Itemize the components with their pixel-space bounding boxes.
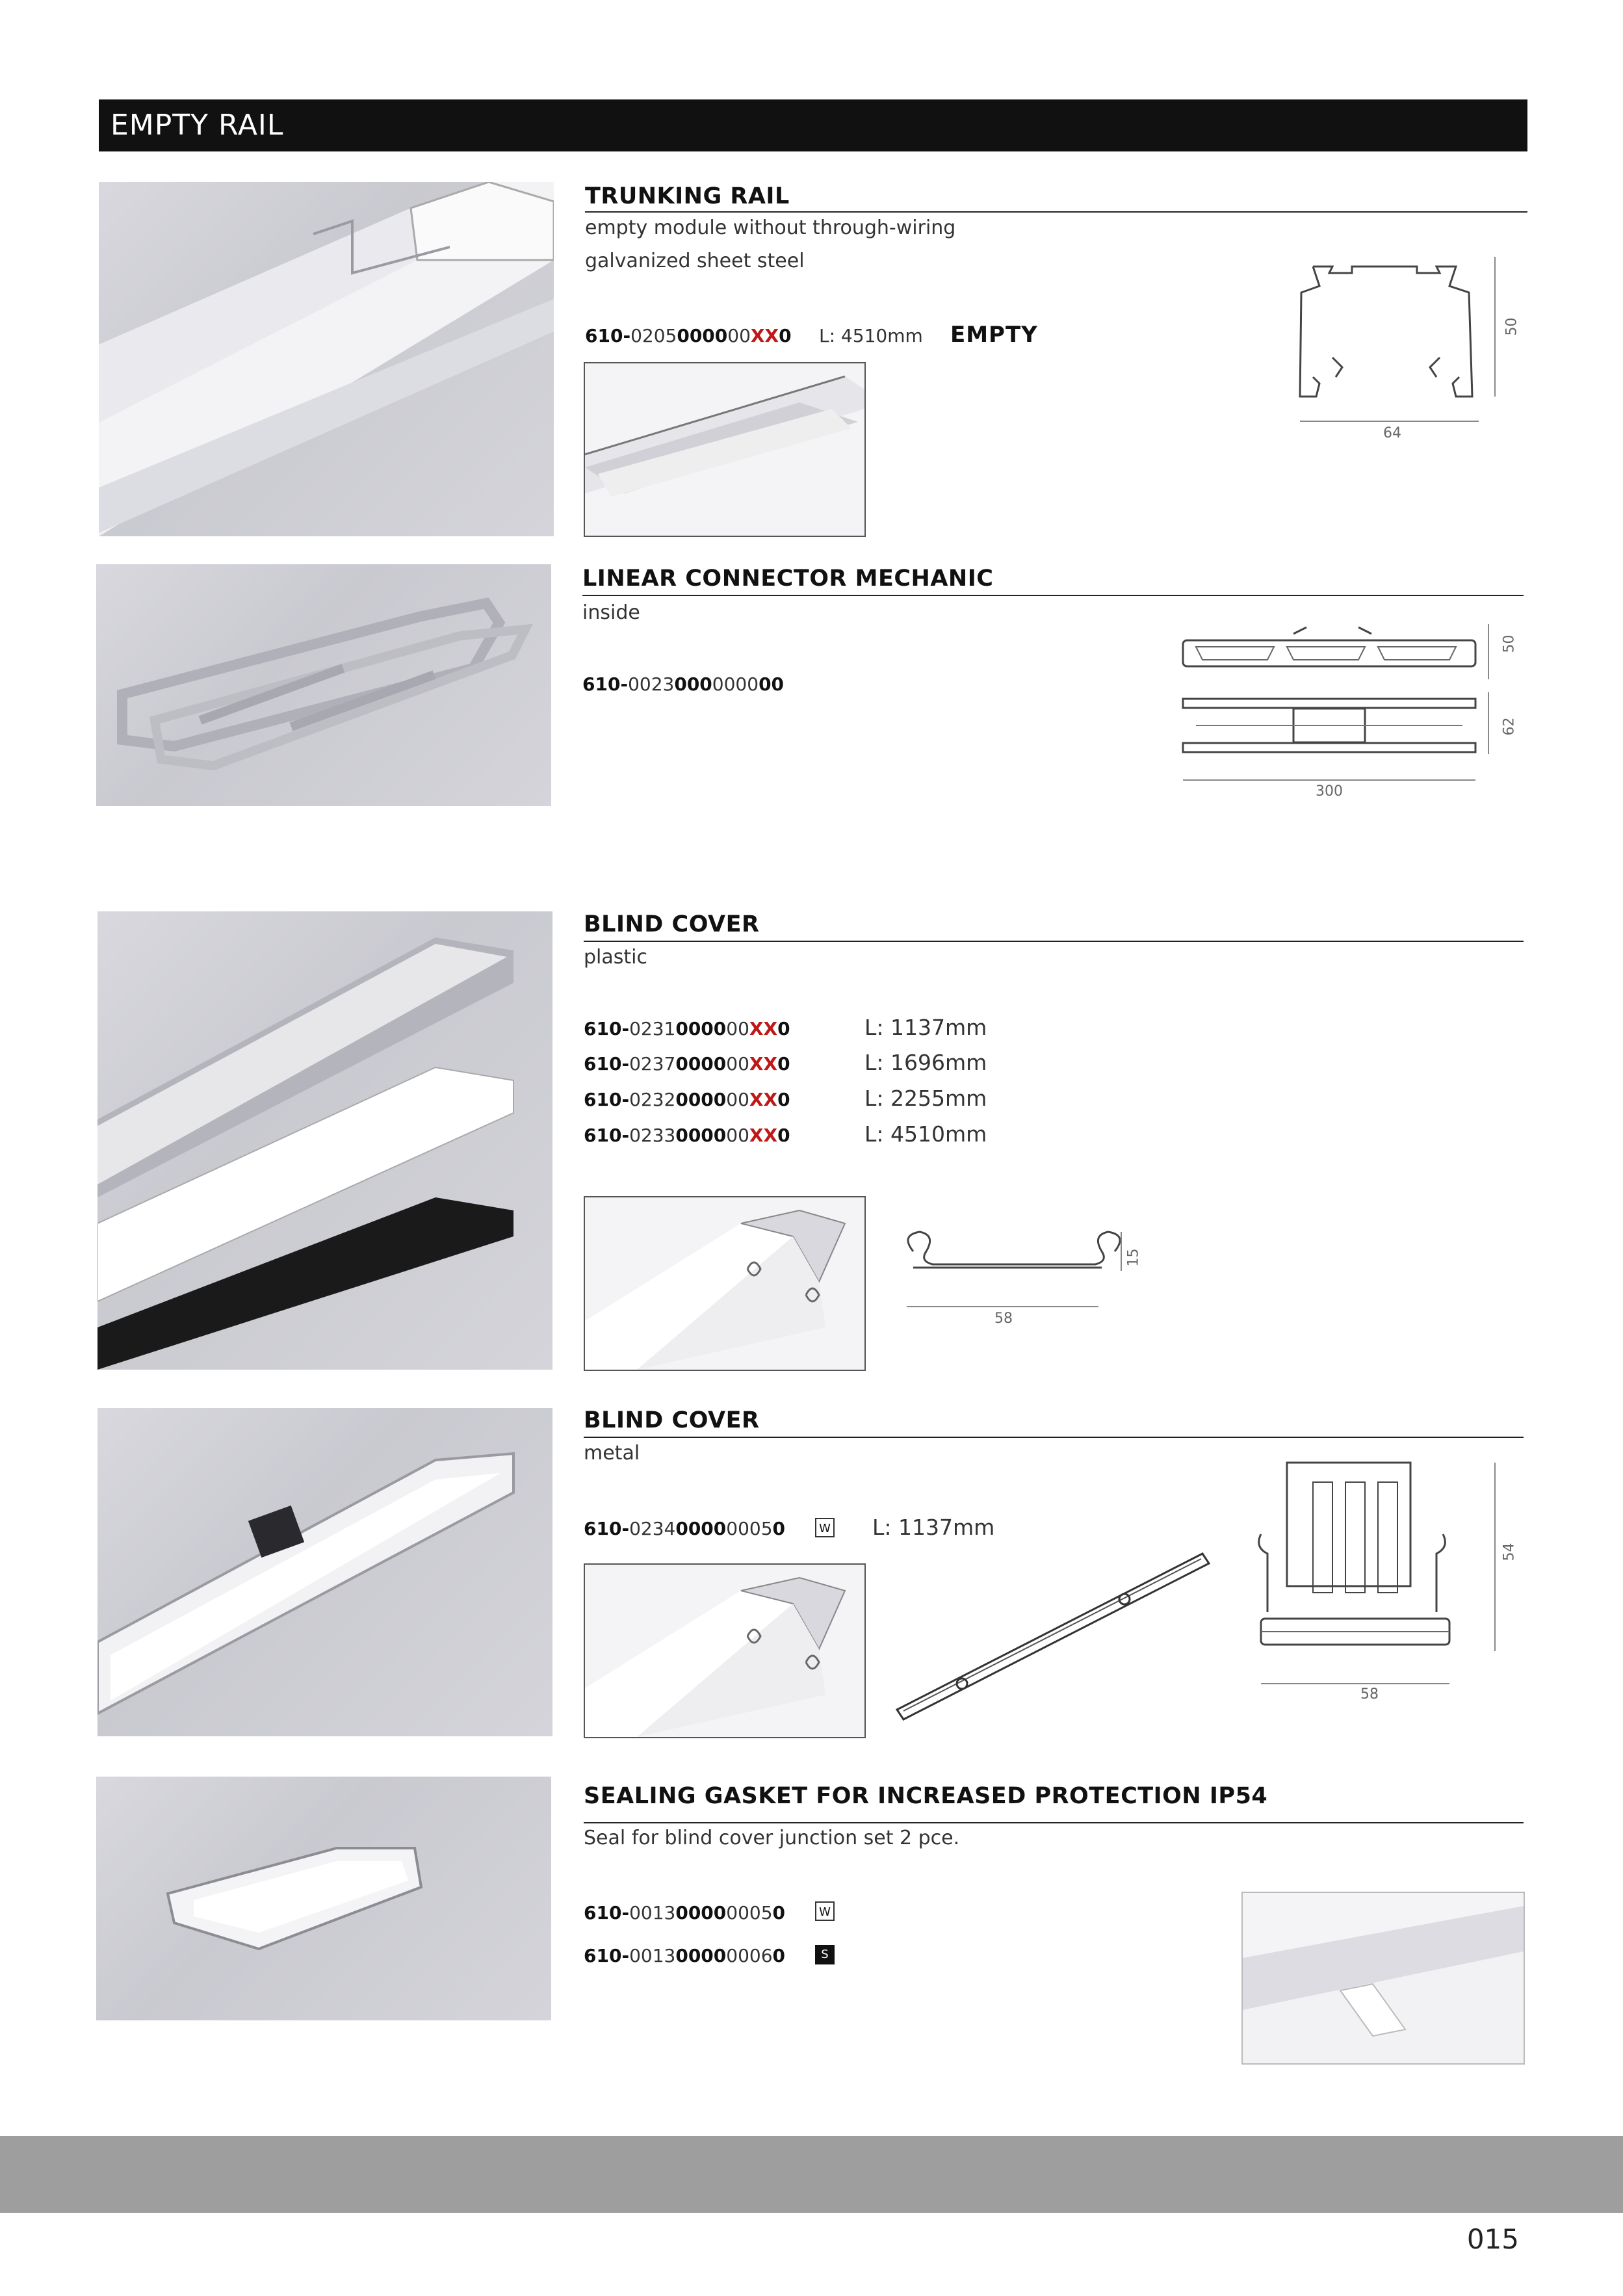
linear-connector-illustration — [96, 564, 551, 806]
blind-cover-plastic-code-4: 610-0233000000XX0 — [584, 1125, 790, 1146]
blind-cover-metal-perspective-drawing — [890, 1547, 1215, 1736]
blind-cover-plastic-length-4: L: 4510mm — [864, 1121, 987, 1147]
trunking-rail-rule — [585, 211, 1527, 213]
blind-cover-plastic-thumbnail — [584, 1196, 866, 1371]
blind-cover-metal-thumbnail — [584, 1563, 866, 1738]
white-color-badge: W — [815, 1901, 835, 1921]
trunking-rail-dim-height: 50 — [1503, 317, 1520, 336]
blind-cover-plastic-rule — [584, 941, 1524, 942]
linear-connector-title: LINEAR CONNECTOR MECHANIC — [582, 566, 994, 592]
blind-cover-plastic-length-3: L: 2255mm — [864, 1086, 987, 1111]
linear-connector-code: 610-0023000000000 — [582, 673, 785, 695]
blind-cover-plastic-dim-height: 15 — [1125, 1248, 1142, 1267]
blind-cover-plastic-subtitle: plastic — [584, 946, 647, 969]
trunking-rail-subtitle-2: galvanized sheet steel — [585, 250, 805, 272]
blind-cover-plastic-code-3: 610-0232000000XX0 — [584, 1089, 790, 1110]
blind-cover-metal-rule — [584, 1437, 1524, 1438]
sealing-gasket-photo — [96, 1777, 551, 2020]
trunking-rail-dim-width: 64 — [1383, 425, 1401, 441]
trunking-rail-length: L: 4510mm — [819, 325, 923, 346]
blind-cover-metal-title: BLIND COVER — [584, 1407, 760, 1433]
sealing-gasket-illustration — [96, 1777, 551, 2020]
trunking-rail-code: 610-0205000000XX0 — [585, 325, 792, 346]
trunking-rail-title: TRUNKING RAIL — [585, 183, 790, 209]
blind-cover-metal-illustration — [97, 1408, 552, 1736]
blind-cover-plastic-code-1: 610-0231000000XX0 — [584, 1018, 790, 1039]
blind-cover-metal-photo — [97, 1408, 552, 1736]
sealing-gasket-code-1: 610-0013000000050 — [584, 1902, 786, 1924]
linear-connector-subtitle: inside — [582, 601, 640, 624]
silver-color-badge: S — [815, 1945, 835, 1964]
trunking-rail-thumbnail — [584, 362, 866, 537]
blind-cover-plastic-length-2: L: 1696mm — [864, 1050, 987, 1075]
sealing-gasket-subtitle: Seal for blind cover junction set 2 pce. — [584, 1827, 960, 1849]
white-color-badge: W — [815, 1518, 835, 1537]
footer-bar — [0, 2136, 1623, 2213]
linear-connector-dim-height-bottom: 62 — [1501, 717, 1518, 736]
blind-cover-plastic-title: BLIND COVER — [584, 911, 760, 937]
blind-cover-metal-dim-width: 58 — [1360, 1686, 1379, 1702]
trunking-rail-photo — [99, 182, 554, 536]
blind-cover-plastic-photo — [97, 911, 552, 1370]
blind-cover-plastic-illustration — [97, 911, 552, 1370]
trunking-rail-cross-section — [1293, 254, 1514, 449]
blind-cover-metal-code: 610-0234000000050 — [584, 1518, 786, 1539]
section-header-title: EMPTY RAIL — [110, 109, 284, 142]
linear-connector-drawing — [1176, 621, 1521, 803]
linear-connector-dim-width: 300 — [1316, 783, 1343, 800]
blind-cover-metal-subtitle: metal — [584, 1442, 640, 1465]
blind-cover-plastic-length-1: L: 1137mm — [864, 1015, 987, 1040]
sealing-gasket-title: SEALING GASKET FOR INCREASED PROTECTION IP54 — [584, 1783, 1268, 1809]
trunking-rail-illustration — [99, 182, 554, 536]
linear-connector-dim-height-top: 50 — [1501, 634, 1518, 653]
blind-cover-metal-dim-height: 54 — [1501, 1543, 1518, 1561]
blind-cover-plastic-cross-section — [900, 1229, 1147, 1320]
blind-cover-plastic-dim-width: 58 — [994, 1311, 1013, 1327]
linear-connector-photo — [96, 564, 551, 806]
linear-connector-rule — [582, 595, 1524, 596]
section-header-bar — [99, 99, 1527, 151]
sealing-gasket-rule — [584, 1822, 1524, 1823]
blind-cover-plastic-code-2: 610-0237000000XX0 — [584, 1053, 790, 1075]
page-number: 015 — [1466, 2223, 1519, 2255]
sealing-gasket-thumbnail — [1241, 1892, 1525, 2065]
trunking-rail-subtitle-1: empty module without through-wiring — [585, 216, 956, 239]
blind-cover-metal-cross-section — [1248, 1456, 1508, 1703]
sealing-gasket-code-2: 610-0013000000060 — [584, 1945, 786, 1966]
blind-cover-metal-length: L: 1137mm — [872, 1515, 995, 1540]
trunking-rail-empty-tag: EMPTY — [950, 322, 1038, 348]
